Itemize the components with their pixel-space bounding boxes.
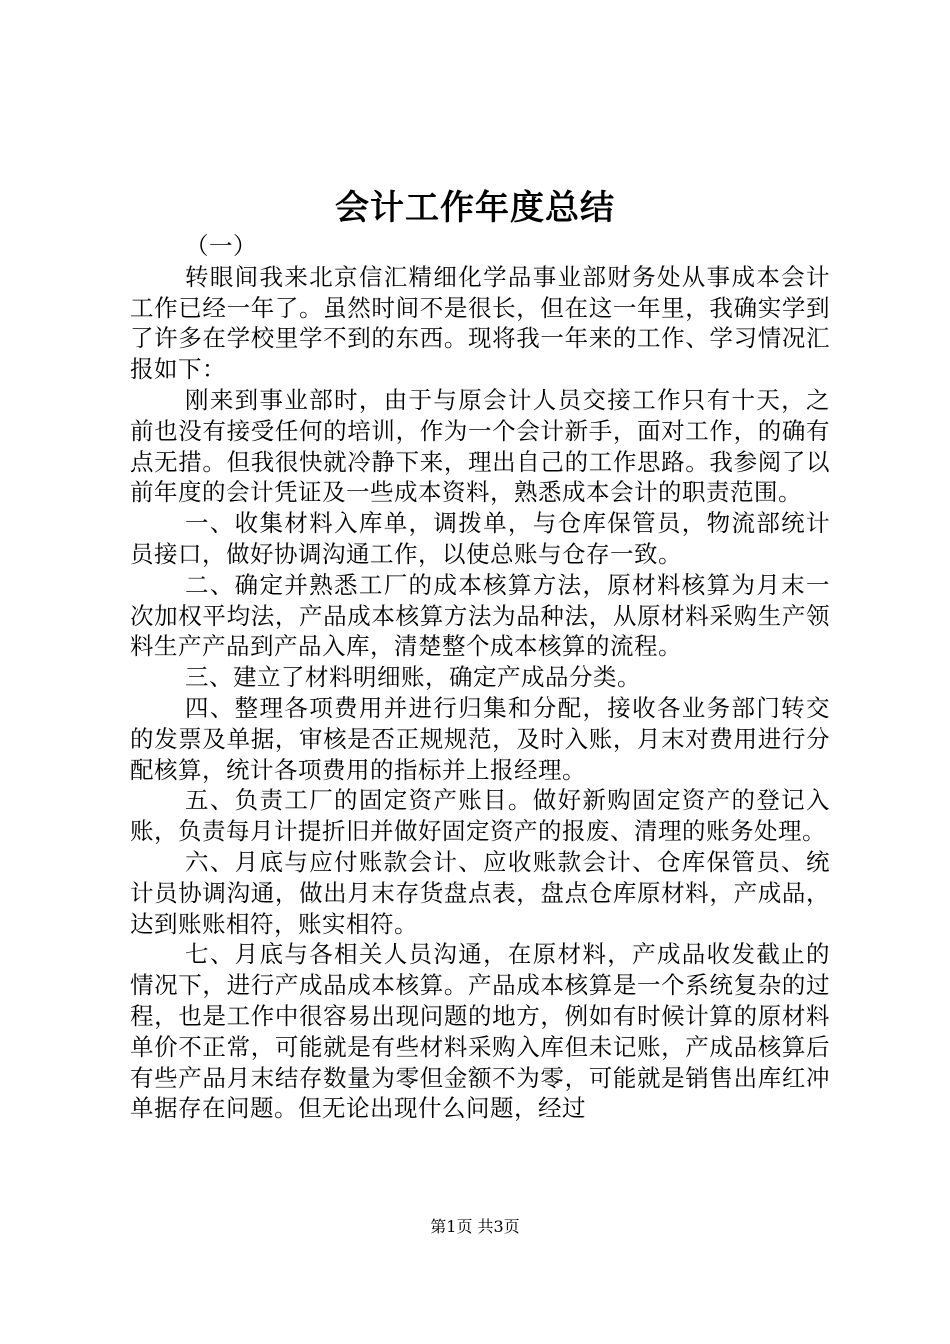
- paragraph: 一、收集材料入库单，调拨单，与仓库保管员，物流部统计员接口，做好协调沟通工作，以使总账与仓存一致。: [130, 509, 830, 568]
- document-body: [130, 231, 830, 1124]
- section-marker: （一）: [185, 232, 257, 260]
- document-title: 会计工作年度总结: [335, 188, 615, 228]
- paragraph: 六、月底与应付账款会计、应收账款会计、仓库保管员、统计员协调沟通，做出月末存货盘点表，盘点仓库原材料，产成品，达到账账相符，账实相符。: [130, 847, 830, 938]
- paragraph: 二、确定并熟悉工厂的成本核算方法，原材料核算为月末一次加权平均法，产品成本核算方法为品种法，从原材料采购生产领料生产产品到产品入库，清楚整个成本核算的流程。: [130, 570, 830, 661]
- paragraph: 四、整理各项费用并进行归集和分配，接收各业务部门转交的发票及单据，审核是否正规规范，及时入账，月末对费用进行分配核算，统计各项费用的指标并上报经理。: [130, 693, 830, 784]
- page-footer: 第1页 共3页: [430, 1217, 520, 1236]
- paragraph: 七、月底与各相关人员沟通，在原材料，产成品收发截止的情况下，进行产成品成本核算。产品成本核算是一个系统复杂的过程，也是工作中很容易出现问题的地方，例如有时候计算的原材料单价不正常，可能就是有些材料采购入库但未记账，产成品核算后有些产品月末结存数量为零但金额不为零，可能就是销售出库红冲单据存在问题。但无论出现什么问题，经过: [130, 940, 830, 1123]
- paragraph: 转眼间我来北京信汇精细化学品事业部财务处从事成本会计工作已经一年了。虽然时间不是很长，但在这一年里，我确实学到了许多在学校里学不到的东西。现将我一年来的工作、学习情况汇报如下：: [130, 262, 830, 384]
- paragraph: 刚来到事业部时，由于与原会计人员交接工作只有十天，之前也没有接受任何的培训，作为一个会计新手，面对工作，的确有点无措。但我很快就冷静下来，理出自己的工作思路。我参阅了以前年度的会计凭证及一些成本资料，熟悉成本会计的职责范围。: [130, 385, 830, 507]
- paragraph: 五、负责工厂的固定资产账目。做好新购固定资产的登记入账，负责每月计提折旧并做好固定资产的报废、清理的账务处理。: [130, 786, 830, 846]
- paragraph: 三、建立了材料明细账，确定产成品分类。: [185, 663, 641, 692]
